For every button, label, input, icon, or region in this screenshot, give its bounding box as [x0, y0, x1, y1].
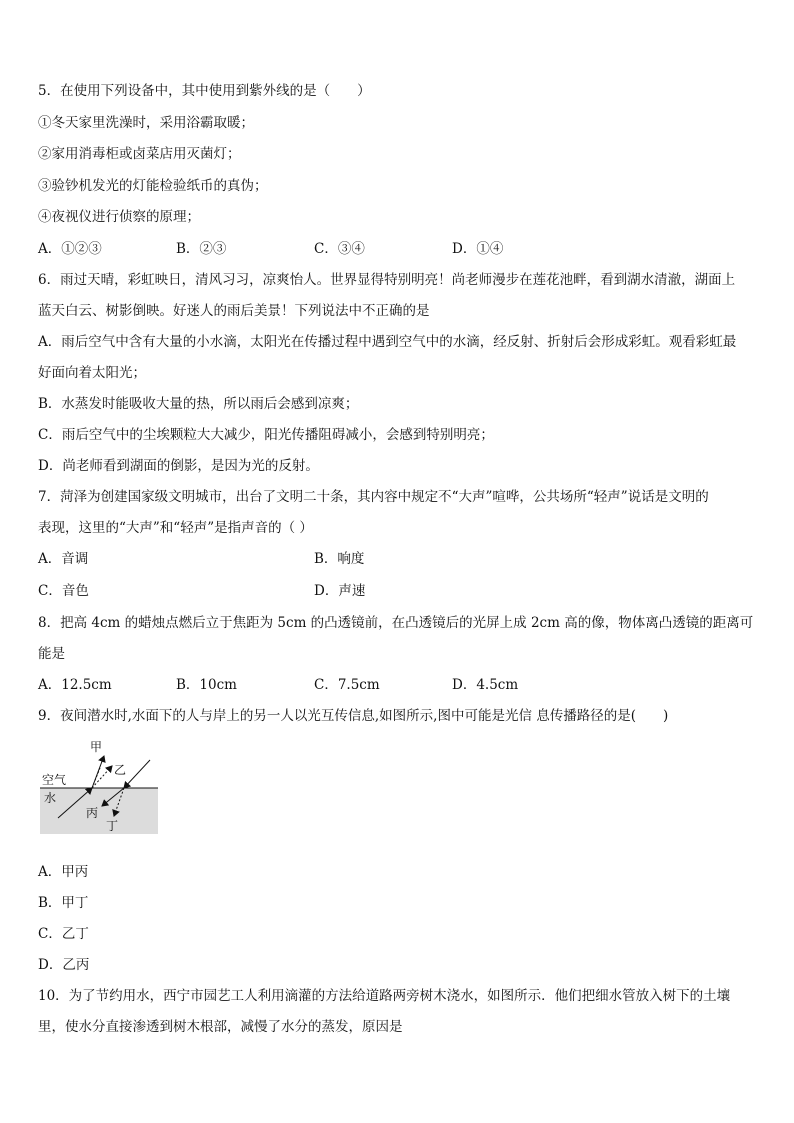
q6-option-d: D．尚老师看到湖面的倒影，是因为光的反射。: [38, 458, 319, 474]
q5-item-3: ③验钞机发光的灯能检验纸币的真伪；: [38, 178, 268, 194]
q7-option-b: B．响度: [314, 551, 365, 567]
q6-option-b: B．水蒸发时能吸收大量的热，所以雨后会感到凉爽；: [38, 396, 359, 412]
label-air: 空气: [42, 773, 67, 787]
q9-option-b: B．甲丁: [38, 895, 89, 911]
q9-option-d: D．乙丙: [38, 957, 90, 973]
q7-stem-line-1: 7．菏泽为创建国家级文明城市，出台了文明二十条，其内容中规定不“大声”喧哗，公共场所“轻声”说话是文明的: [38, 489, 709, 505]
q9-stem: 9．夜间潜水时,水面下的人与岸上的另一人以光互传信息,如图所示,图中可能是光信 息传播路径的是( ): [38, 708, 669, 724]
q6-stem-line-2: 蓝天白云、树影倒映。好迷人的雨后美景！下列说法中不正确的是: [38, 303, 430, 319]
label-ding: 丁: [106, 819, 119, 833]
q8-stem-line-1: 8．把高 4cm 的蜡烛点燃后立于焦距为 5cm 的凸透镜前，在凸透镜后的光屏上成 2cm 高的像，物体离凸透镜的距离可: [38, 615, 754, 631]
ray-from-air: [124, 760, 150, 788]
q6-option-a-line-2: 好面向着太阳光；: [38, 365, 146, 381]
q5-item-2: ②家用消毒柜或卤菜店用灭菌灯；: [38, 146, 241, 162]
q7-option-a: A．音调: [38, 551, 89, 567]
q9-option-a: A．甲丙: [38, 864, 89, 880]
q10-stem-line-1: 10．为了节约用水，西宁市园艺工人利用滴灌的方法给道路两旁树木浇水，如图所示．他们把细水管放入树下的土壤: [38, 988, 731, 1004]
q5-option-a: A．①②③: [38, 241, 102, 257]
q5-option-d: D．①④: [452, 241, 504, 257]
q5-option-c: C．③④: [314, 241, 365, 257]
q7-stem-line-2: 表现，这里的“大声”和“轻声”是指声音的（ ）: [38, 520, 313, 536]
q6-option-a-line-1: A．雨后空气中含有大量的小水滴，太阳光在传播过程中遇到空气中的水滴，经反射、折射后会形成彩虹。观看彩虹最: [38, 334, 737, 350]
q9-option-c: C．乙丁: [38, 926, 89, 942]
q5-item-1: ①冬天家里洗澡时，采用浴霸取暖；: [38, 115, 254, 131]
label-water: 水: [44, 791, 57, 805]
label-yi: 乙: [114, 763, 127, 777]
q7-option-d: D．声速: [314, 583, 366, 599]
light-path-figure: [40, 738, 158, 834]
label-bing: 丙: [86, 806, 99, 820]
q8-option-d: D．4.5cm: [452, 677, 519, 693]
q5-option-b: B．②③: [176, 241, 227, 257]
q5-stem: 5．在使用下列设备中，其中使用到紫外线的是（ ）: [38, 83, 371, 99]
q8-option-c: C．7.5cm: [314, 677, 380, 693]
label-jia: 甲: [90, 740, 103, 754]
q8-option-b: B．10cm: [176, 677, 237, 693]
q6-stem-line-1: 6．雨过天晴，彩虹映日，清风习习，凉爽怡人。世界显得特别明亮！尚老师漫步在莲花池畔，看到湖水清澈，湖面上: [38, 272, 736, 288]
q10-stem-line-2: 里，使水分直接渗透到树木根部，减慢了水分的蒸发，原因是: [38, 1019, 403, 1035]
q8-stem-line-2: 能是: [38, 646, 65, 662]
water-region: [40, 788, 158, 834]
q8-option-a: A．12.5cm: [38, 677, 112, 693]
ray-yi-dotted: [92, 766, 112, 788]
q6-option-c: C．雨后空气中的尘埃颗粒大大减少，阳光传播阻碍减小，会感到特别明亮；: [38, 427, 494, 443]
q5-item-4: ④夜视仪进行侦察的原理；: [38, 209, 200, 225]
q7-option-c: C．音色: [38, 583, 89, 599]
